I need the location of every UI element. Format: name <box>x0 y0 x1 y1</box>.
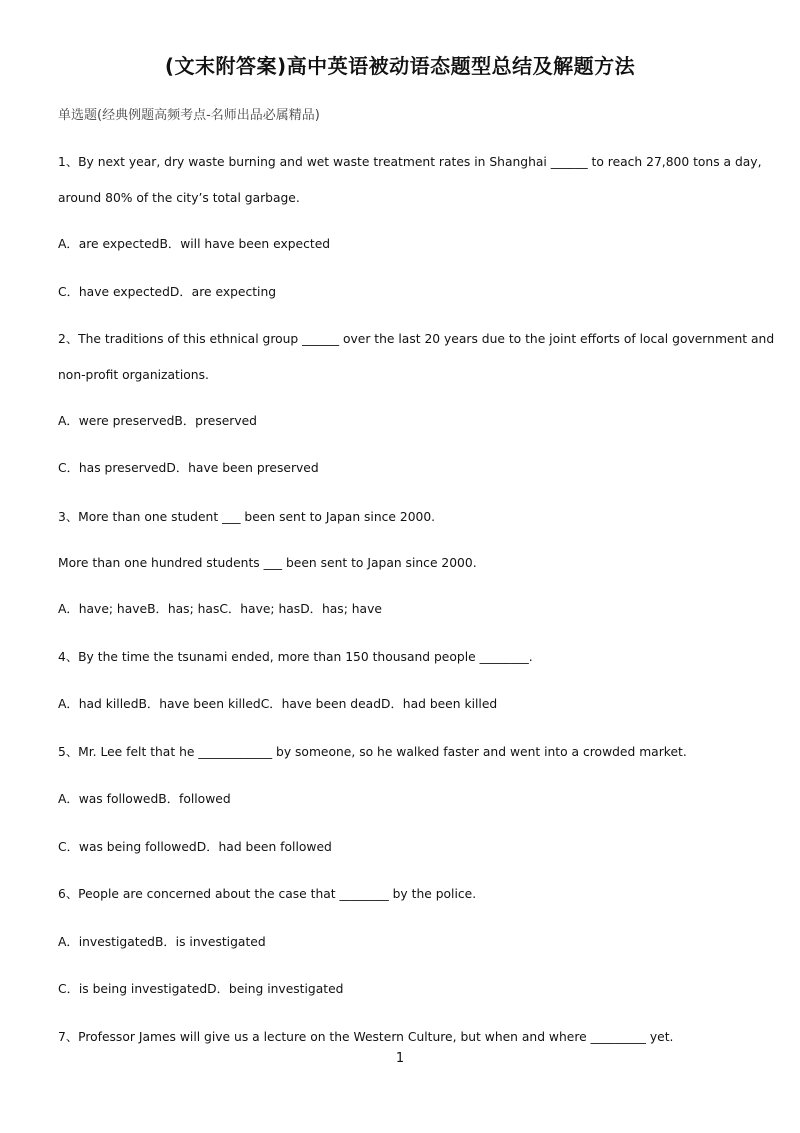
question-2-stem-line-1: 2、The traditions of this ethnical group ______ over the last 20 years due to the joint efforts of local government and <box>58 332 775 346</box>
question-4-options-line-1: A．had killedB．have been killedC．have been deadD．had been killed <box>58 697 498 711</box>
question-1-stem-line-1: 1、By next year, dry waste burning and wet waste treatment rates in Shanghai ______ to reach 27,800 tons a day, <box>58 155 762 169</box>
question-5-options-line-1: A．was followedB．followed <box>58 792 231 806</box>
question-6-options-line-2: C．is being investigatedD．being investigated <box>58 982 344 996</box>
question-4-stem-line-1: 4、By the time the tsunami ended, more than 150 thousand people ________. <box>58 650 533 664</box>
question-1-stem-line-2: around 80% of the city’s total garbage. <box>58 191 300 205</box>
document-title: (文末附答案)高中英语被动语态题型总结及解题方法 <box>164 54 636 78</box>
question-5-stem-line-1: 5、Mr. Lee felt that he ____________ by someone, so he walked faster and went into a crowded market. <box>58 745 687 759</box>
question-1-options-line-1: A．are expectedB．will have been expected <box>58 237 331 251</box>
page-number: 1 <box>395 1051 405 1066</box>
question-2-options-line-1: A．were preservedB．preserved <box>58 414 257 428</box>
question-7-stem-line-1: 7、Professor James will give us a lecture on the Western Culture, but when and where _________ yet. <box>58 1030 674 1044</box>
question-3-stem-line-1: 3、More than one student ___ been sent to Japan since 2000. <box>58 510 436 524</box>
question-6-options-line-1: A．investigatedB．is investigated <box>58 935 266 949</box>
question-5-options-line-2: C．was being followedD．had been followed <box>58 840 332 854</box>
question-2-options-line-2: C．has preservedD．have been preserved <box>58 461 319 475</box>
question-3-stem-line-2: More than one hundred students ___ been sent to Japan since 2000. <box>58 556 477 570</box>
section-heading: 单选题(经典例题高频考点-名师出品必属精品) <box>58 108 320 123</box>
question-6-stem-line-1: 6、People are concerned about the case that ________ by the police. <box>58 887 477 901</box>
question-1-options-line-2: C．have expectedD．are expecting <box>58 285 277 299</box>
question-2-stem-line-2: non-profit organizations. <box>58 368 209 382</box>
question-3-options-line-1: A．have; haveB．has; hasC．have; hasD．has; have <box>58 602 382 616</box>
